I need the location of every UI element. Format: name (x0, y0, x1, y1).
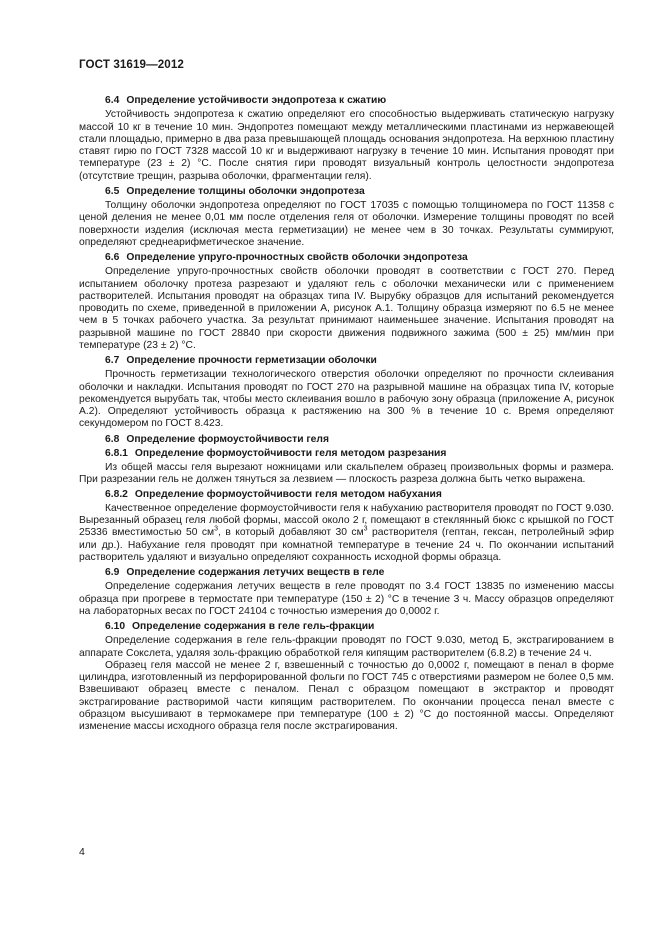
section-6-4 (79, 95, 614, 183)
paragraph-part: Качественное определение формоустойчивости геля к набуханию растворителя проводят по ГОСТ 9.030. Вырезанный образец геля любой формы, массой около 2 г, помещают в стеклянный бюкс с крышкой по ГОСТ 25336 вместимостью 50 см (79, 502, 614, 539)
paragraph (79, 503, 614, 564)
section-6-5 (79, 186, 614, 249)
section-heading (79, 621, 614, 633)
section-number: 6.4 (105, 95, 120, 106)
section-title: Определение формоустойчивости геля (126, 433, 329, 445)
superscript: 3 (363, 525, 368, 533)
section-number: 6.5 (105, 185, 120, 197)
paragraph: Из общей массы геля вырезают ножницами или скальпелем образец произвольных формы и размера. При разрезании гель не должен тянуться за лезвием — плоскость разреза должна быть четко выражена. (79, 462, 614, 486)
section-6-10 (79, 621, 614, 733)
page-number: 4 (79, 846, 85, 858)
paragraph: Прочность герметизации технологического отверстия оболочки определяют по прочности склеивания оболочки и накладки. Испытания проводят по ГОСТ 270 на разрывной машине на образцах типа IV, которые рекомендуется вырубать так, чтобы место склеивания вошло в рабочую зону образца (приложение А, рисунок А.2). Определяют устойчивость образца к растяжению на 300 % в течение 10 с. Время определяют секундомером по ГОСТ 8.423. (79, 369, 614, 430)
subsection-heading (79, 448, 614, 460)
section-number: 6.6 (105, 252, 120, 263)
section-6-7 (79, 355, 614, 431)
section-number: 6.7 (105, 355, 120, 366)
section-title: Определение содержания летучих веществ в геле (126, 567, 385, 578)
section-6-6 (79, 252, 614, 352)
section-heading (79, 186, 614, 198)
section-6-8 (79, 434, 614, 565)
section-title: Определение содержания в геле гель-фракции (132, 621, 375, 632)
paragraph: Определение содержания в геле гель-фракции проводят по ГОСТ 9.030, метод Б, экстрагированием в аппарате Сокслета, удаляя золь-фракцию обработкой геля кипящим растворителем (6.8.2) в течение 24 ч. (79, 635, 614, 659)
section-title: Определение упруго-прочностных свойств оболочки эндопротеза (126, 252, 468, 263)
subsection-6-8-2 (79, 489, 614, 565)
paragraph: Устойчивость эндопротеза к сжатию определяют его способностью выдерживать статическую нагрузку массой 10 кг в течение 10 мин. Эндопротез помещают между металлическими пластинами из нержавеющей стали площадью, примерно в два раза превышающей площадь основания эндопротеза. На верхнюю пластину ставят гирю по ГОСТ 7328 массой 10 кг и выдерживают нагрузку в течение 10 мин. Испытания проводят при температуре (23 ± 2) °С. После снятия гири проводят визуальный контроль целостности эндопротеза (отсутствие трещин, разрыва оболочки, фрагментации геля). (79, 109, 614, 182)
paragraph-part: растворителя (гептан, гексан, петролейный эфир или др.). Набухание геля проводят при комнатной температуре в течение 24 ч. По окончании испытаний растворитель удаляют и визуально определяют сохранность исходной формы образца. (79, 527, 614, 563)
paragraph-part: , в который добавляют 30 см (218, 527, 364, 539)
section-number: 6.9 (105, 567, 120, 578)
section-heading (79, 355, 614, 367)
paragraph: Толщину оболочки эндопротеза определяют по ГОСТ 17035 с помощью толщиномера по ГОСТ 11358 с ценой деления не менее 0,01 мм после отделения геля от оболочки. Измерение толщины проводят по всей поверхности изделия (исключая места герметизации) не менее чем в 30 точках. Результаты суммируют, определяют среднеарифметическое значение. (79, 200, 614, 248)
section-title: Определение прочности герметизации оболочки (126, 355, 377, 366)
superscript: 3 (214, 525, 219, 533)
section-heading (79, 434, 614, 446)
section-heading (79, 95, 614, 107)
section-number: 6.10 (105, 621, 126, 632)
subsection-heading (79, 489, 614, 501)
document-body (79, 95, 614, 733)
paragraph: Определение упруго-прочностных свойств оболочки проводят в соответствии с ГОСТ 270. Перед испытанием оболочку протеза разрезают и удаляют гель с оболочки механически или с применением растворителей. Испытания проводят на образцах типа IV. Вырубку образцов для испытаний рекомендуется проводить по схеме, приведенной в приложении А, рисунок А.1. Толщину образца измеряют по 6.5 не менее чем в 5 точках рабочего участка. За результат принимают наименьшее значение. Испытания проводят на разрывной машине по ГОСТ 28840 при скорости движения подвижного зажима (500 ± 25) мм/мин при температуре (23 ± 2) °С. (79, 266, 614, 351)
paragraph: Определение содержания летучих веществ в геле проводят по 3.4 ГОСТ 13835 по изменению массы образца при прогреве в термостате при температуре (150 ± 2) °С в течение 3 ч. Массу образцов определяют на лабораторных весах по ГОСТ 24104 с точностью измерения до 0,0002 г. (79, 581, 614, 617)
section-heading (79, 567, 614, 579)
section-title: Определение толщины оболочки эндопротеза (126, 185, 365, 197)
section-title: Определение устойчивости эндопротеза к сжатию (126, 95, 387, 106)
subsection-title: Определение формоустойчивости геля методом набухания (134, 488, 442, 500)
section-number: 6.8 (105, 433, 120, 445)
document-header: ГОСТ 31619—2012 (79, 58, 184, 71)
section-heading (79, 252, 614, 264)
paragraph: Образец геля массой не менее 2 г, взвешенный с точностью до 0,0002 г, помещают в пенал в форме цилиндра, изготовленный из перфорированной фольги по ГОСТ 745 с отверстиями размером не более 0,5 мм. Взвешивают образец вместе с пеналом. Пенал с образцом помещают в экстрактор и проводят экстрагирование растворимой части кипящим растворителем. По окончании процесса пенал вместе с образцом высушивают в термокамере при температуре (100 ± 2) °С до постоянной массы. Определяют изменение массы исходного образца геля после экстрагирования. (79, 659, 614, 732)
subsection-title: Определение формоустойчивости геля методом разрезания (134, 447, 447, 459)
subsection-number: 6.8.2 (105, 488, 128, 500)
section-6-9 (79, 567, 614, 618)
subsection-6-8-1 (79, 448, 614, 487)
subsection-number: 6.8.1 (105, 447, 128, 459)
